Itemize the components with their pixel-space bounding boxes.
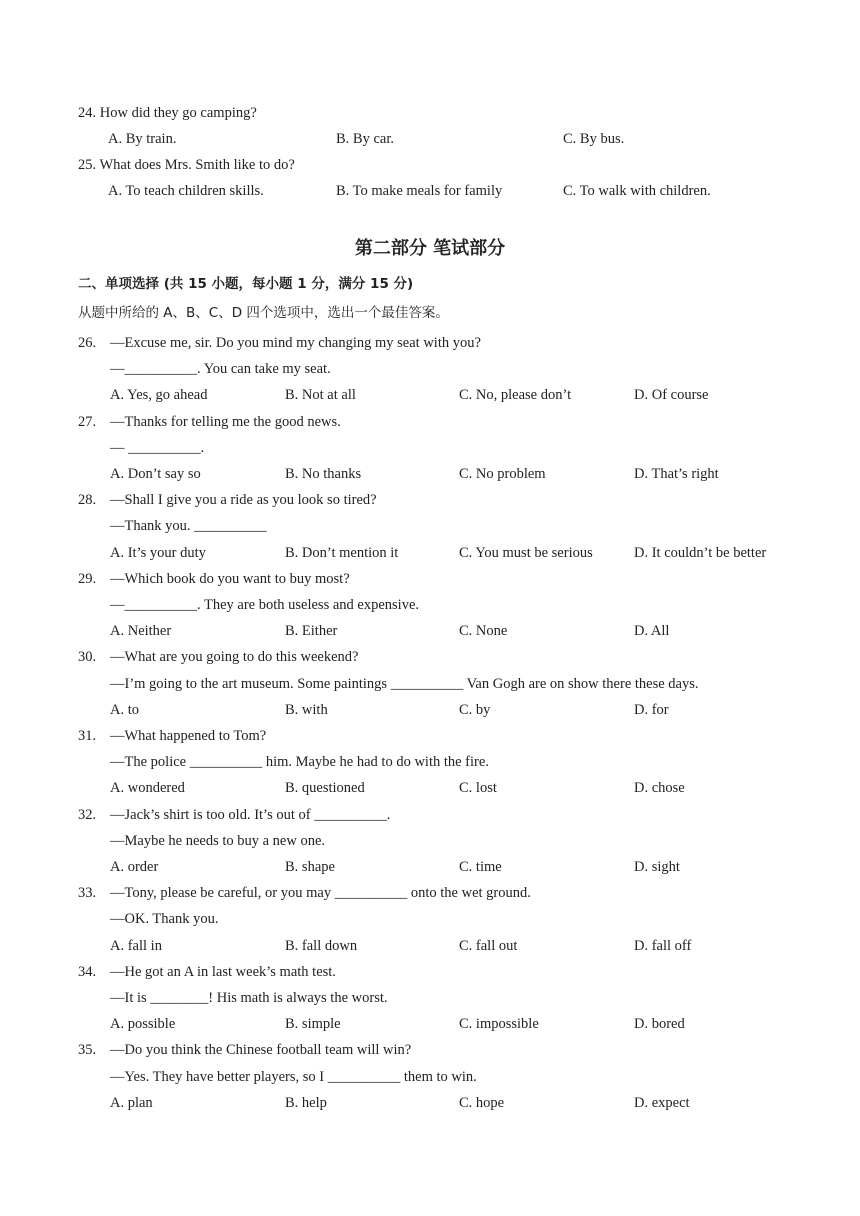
question-30-option-d: D. for (634, 702, 669, 718)
question-27-option-b: B. No thanks (285, 466, 362, 482)
question-30-option-a: A. to (110, 702, 139, 718)
question-35-option-c: C. hope (459, 1095, 505, 1111)
question-34-option-d: D. bored (634, 1016, 685, 1032)
question-29-option-a: A. Neither (110, 623, 172, 639)
question-34-line-2: —It is ________! His math is always the worst. (110, 990, 388, 1006)
question-32-line-2: —Maybe he needs to buy a new one. (110, 833, 326, 849)
question-32-line-1: —Jack’s shirt is too old. It’s out of __________. (110, 807, 391, 823)
question-27-option-c: C. No problem (459, 466, 546, 482)
question-31-line-1: —What happened to Tom? (110, 728, 267, 744)
question-28-option-b: B. Don’t mention it (285, 545, 399, 561)
question-33-number: 33. (78, 885, 97, 901)
question-34-line-1: —He got an A in last week’s math test. (110, 964, 336, 980)
question-24-option-a: A. By train. (108, 131, 177, 147)
question-28-option-c: C. You must be serious (459, 545, 593, 561)
question-30-line-1: —What are you going to do this weekend? (110, 649, 359, 665)
question-25-option-b: B. To make meals for family (336, 183, 503, 199)
question-31-line-2: —The police __________ him. Maybe he had to do with the fire. (110, 754, 489, 770)
question-24-text: 24. How did they go camping? (78, 105, 257, 121)
question-32-option-a: A. order (110, 859, 159, 875)
question-33-option-c: C. fall out (459, 938, 518, 954)
question-28-option-d: D. It couldn’t be better (634, 545, 767, 561)
question-34-number: 34. (78, 964, 97, 980)
question-35-line-2: —Yes. They have better players, so I __________ them to win. (110, 1069, 477, 1085)
question-30-option-b: B. with (285, 702, 328, 718)
question-26-line-1: —Excuse me, sir. Do you mind my changing my seat with you? (110, 335, 481, 351)
question-24-option-b: B. By car. (336, 131, 394, 147)
question-27-option-d: D. That’s right (634, 466, 719, 482)
question-29-option-b: B. Either (285, 623, 338, 639)
question-27-line-1: —Thanks for telling me the good news. (110, 414, 341, 430)
question-26-option-c: C. No, please don’t (459, 387, 572, 403)
question-28-line-1: —Shall I give you a ride as you look so tired? (110, 492, 377, 508)
question-30-number: 30. (78, 649, 97, 665)
question-35-option-b: B. help (285, 1095, 327, 1111)
question-26-line-2: —__________. You can take my seat. (110, 361, 331, 377)
question-35-number: 35. (78, 1042, 97, 1058)
question-27-number: 27. (78, 414, 97, 430)
question-27-line-2: — __________. (110, 440, 205, 456)
question-30-option-c: C. by (459, 702, 491, 718)
question-24-option-c: C. By bus. (563, 131, 625, 147)
question-26-option-a: A. Yes, go ahead (110, 387, 208, 403)
part-title: 第二部分 笔试部分 (354, 238, 506, 259)
section-instruction: 从题中所给的 A、B、C、D 四个选项中，选出一个最佳答案。 (78, 305, 449, 321)
question-28-option-a: A. It’s your duty (110, 545, 206, 561)
question-35-line-1: —Do you think the Chinese football team will win? (110, 1042, 412, 1058)
question-32-option-d: D. sight (634, 859, 680, 875)
question-29-option-d: D. All (634, 623, 670, 639)
question-28-number: 28. (78, 492, 97, 508)
question-26-option-b: B. Not at all (285, 387, 356, 403)
question-26-option-d: D. Of course (634, 387, 709, 403)
question-34-option-a: A. possible (110, 1016, 176, 1032)
question-33-option-b: B. fall down (285, 938, 358, 954)
question-31-option-d: D. chose (634, 780, 685, 796)
question-26-number: 26. (78, 335, 97, 351)
question-34-option-b: B. simple (285, 1016, 341, 1032)
question-33-line-1: —Tony, please be careful, or you may __________ onto the wet ground. (110, 885, 531, 901)
question-25-text: 25. What does Mrs. Smith like to do? (78, 157, 295, 173)
question-33-option-a: A. fall in (110, 938, 162, 954)
question-31-number: 31. (78, 728, 97, 744)
question-31-option-c: C. lost (459, 780, 497, 796)
section-heading: 二、单项选择 (共 15 小题，每小题 1 分，满分 15 分) (78, 276, 414, 292)
question-29-line-1: —Which book do you want to buy most? (110, 571, 350, 587)
question-25-option-a: A. To teach children skills. (108, 183, 264, 199)
question-29-line-2: —__________. They are both useless and expensive. (110, 597, 420, 613)
question-31-option-a: A. wondered (110, 780, 185, 796)
question-27-option-a: A. Don’t say so (110, 466, 201, 482)
question-25-option-c: C. To walk with children. (563, 183, 711, 199)
question-34-option-c: C. impossible (459, 1016, 539, 1032)
question-30-line-2: —I’m going to the art museum. Some paintings __________ Van Gogh are on show there these days. (110, 676, 699, 692)
question-29-option-c: C. None (459, 623, 508, 639)
question-29-number: 29. (78, 571, 97, 587)
question-33-option-d: D. fall off (634, 938, 692, 954)
question-35-option-d: D. expect (634, 1095, 690, 1111)
question-28-line-2: —Thank you. __________ (110, 518, 267, 534)
question-32-option-b: B. shape (285, 859, 335, 875)
question-32-number: 32. (78, 807, 97, 823)
question-35-option-a: A. plan (110, 1095, 153, 1111)
question-31-option-b: B. questioned (285, 780, 365, 796)
question-32-option-c: C. time (459, 859, 502, 875)
question-33-line-2: —OK. Thank you. (110, 911, 219, 927)
